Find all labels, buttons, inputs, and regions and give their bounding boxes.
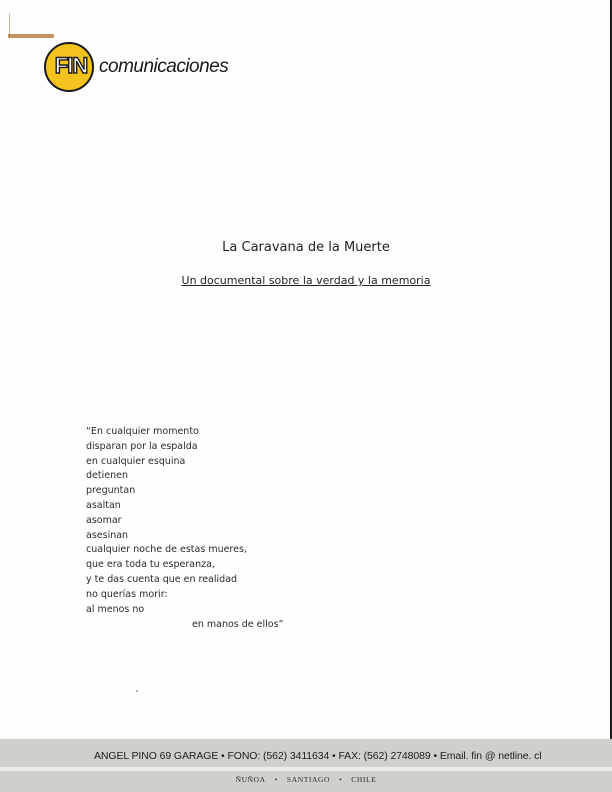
footer-contact: ANGEL PINO 69 GARAGE • FONO: (562) 3411634 • FAX: (562) 2748089 • Email. fin @ netline. cl [94, 750, 542, 762]
logo-wordmark: comunicaciones [99, 56, 229, 77]
stray-mark [136, 690, 138, 692]
footer-stripe [0, 767, 612, 771]
document-title: La Caravana de la Muerte [222, 240, 390, 255]
poem-line: en cualquier esquina [86, 455, 186, 467]
poem-line: al menos no [86, 603, 145, 615]
poem-line: asesinan [86, 529, 129, 541]
poem-line: asomar [86, 514, 122, 526]
poem-line: preguntan [86, 485, 136, 497]
document-subtitle [0, 274, 612, 287]
footer-country: CHILE [351, 775, 377, 784]
poem-line: y te das cuenta que en realidad [86, 573, 238, 585]
footer-city: ÑUÑOA [235, 775, 266, 784]
corner-scratch [9, 14, 10, 38]
poem-last-line: en manos de ellos” [192, 619, 284, 630]
poem-line: cualquier noche de estas mueres, [86, 544, 247, 556]
poem [86, 425, 247, 617]
footer-band [0, 739, 612, 792]
subtitle-text: Un documental sobre la verdad y la memoria [181, 274, 431, 287]
poem-line: asaltan [86, 499, 121, 511]
poem-line: detienen [86, 470, 128, 482]
tape-mark [8, 34, 54, 38]
poem-line: “En cualquier momento [86, 426, 199, 437]
footer-city: SANTIAGO [286, 775, 331, 784]
poem-line: disparan por la espalda [86, 440, 198, 452]
footer-separator: • [274, 775, 278, 784]
footer-separator: • [339, 775, 343, 784]
poem-line: no querías morir: [86, 588, 168, 600]
logo-mark: FIN [54, 53, 88, 78]
logo-circle [44, 42, 94, 92]
footer-location [0, 775, 612, 784]
poem-line: que era toda tu esperanza, [86, 559, 215, 571]
